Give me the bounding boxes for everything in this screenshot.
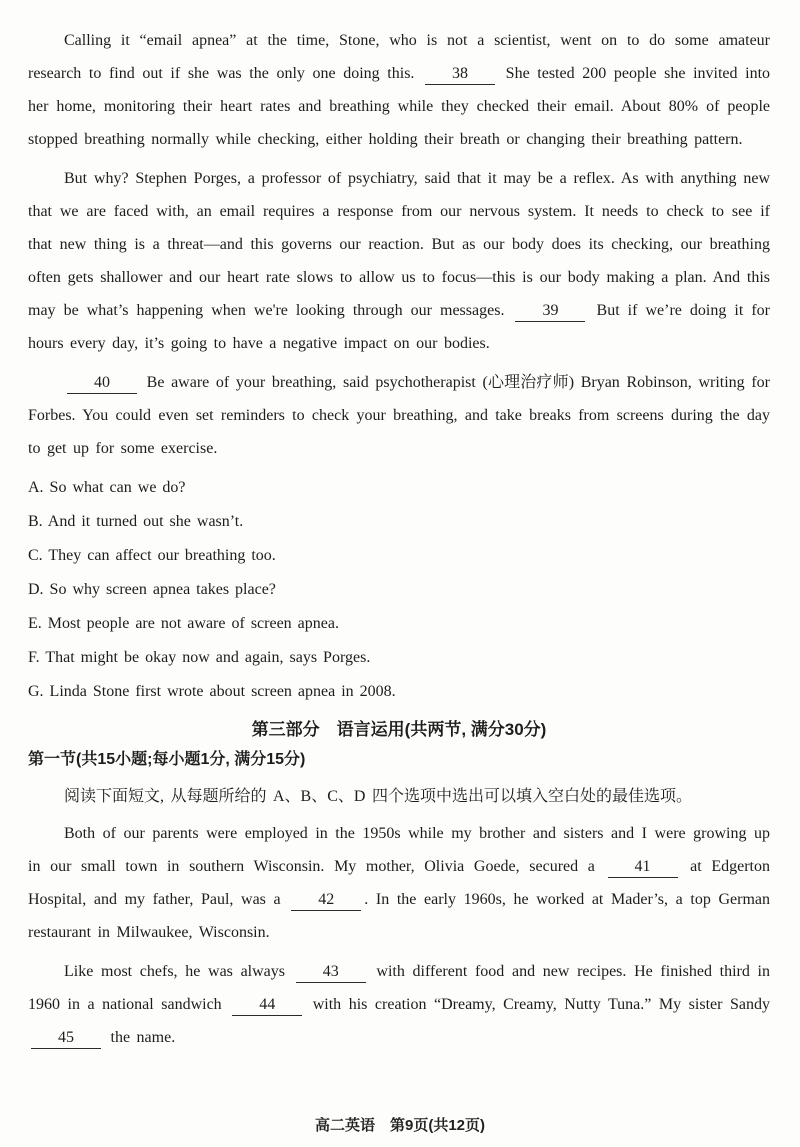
blank-42: 42 [291,890,361,911]
option-a: A. So what can we do? [28,479,186,496]
passage-paragraph-1: Calling it “email apnea” at the time, Stone, who is not a scientist, went on to do some amateur research to find out if she was the only one doing this. 38 She tested 200 people she invited into her home, monitoring their heart rates and breathing while they checked their email. About 80% of people stopped breathing normally while checking, either holding their breath or changing their breathing pattern. [28,32,771,148]
blank-45: 45 [31,1028,101,1049]
passage-paragraph-3: 40 Be aware of your breathing, said psychotherapist (心理治疗师) Bryan Robinson, writing for Forbes. You could even set reminders to check your breathing, and take breaks from screens during the day to get up for some exercise. [28,374,770,457]
page-footer: 高二英语 第9页(共12页) [314,1117,486,1134]
part3-section1-title: 第一节(共15小题;每小题1分, 满分15分) [28,751,306,768]
cloze-passage [28,817,770,1054]
option-c: C. They can affect our breathing too. [28,547,276,564]
option-f: F. That might be okay now and again, says Porges. [28,649,371,666]
blank-38: 38 [425,64,495,85]
part3-heading: 第三部分 语言运用(共两节, 满分30分) [251,720,547,739]
blank-40: 40 [67,373,137,394]
passage-paragraph-2: But why? Stephen Porges, a professor of psychiatry, said that it may be a reflex. As with anything new that we are faced with, an email requires a response from our nervous system. It needs to check to see if that new thing is a threat—and this governs our reaction. But as our body does its checking, our breathing often gets shallower and our heart rate slows to allow us to focus—this is our body making a plan. And this may be what’s happening when we're looking through our messages. 39 But if we’re doing it for hours every day, it’s going to have a negative impact on our bodies. [28,170,770,352]
option-e: E. Most people are not aware of screen apnea. [28,615,339,632]
option-d: D. So why screen apnea takes place? [28,581,276,598]
cloze-paragraph-2: Like most chefs, he was always 43 with different food and new recipes. He finished third in 1960 in a national sandwich 44 with his creation “Dreamy, Creamy, Nutty Tuna.” My sister Sandy 45 the name. [28,955,770,1054]
blank-43: 43 [296,962,366,983]
blank-39: 39 [515,301,585,322]
cloze-paragraph-1: Both of our parents were employed in the 1950s while my brother and sisters and I were growing up in our small town in southern Wisconsin. My mother, Olivia Goede, secured a 41 at Edgerton Hospital, and my father, Paul, was a 42 . In the early 1960s, he worked at Mader’s, a top German restaurant in Milwaukee, Wisconsin. [28,825,771,941]
reading-passage [28,24,770,465]
blank-44: 44 [232,995,302,1016]
blank-41: 41 [608,857,678,878]
option-g: G. Linda Stone first wrote about screen apnea in 2008. [28,683,396,700]
seven-select-options [28,471,770,709]
option-b: B. And it turned out she wasn’t. [28,513,244,530]
part3-instruction: 阅读下面短文, 从每题所给的 A、B、C、D 四个选项中选出可以填入空白处的最佳选项。 [64,788,692,805]
